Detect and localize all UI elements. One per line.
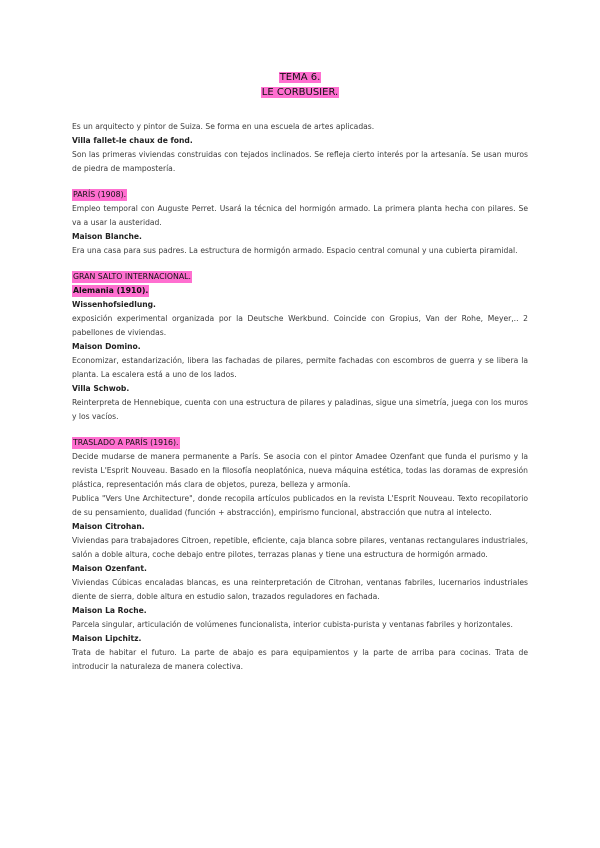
heading-maison-citrohan: Maison Citrohan. [72, 522, 145, 531]
maison-lipchitz-text: Trata de habitar el futuro. La parte de abajo es para equipamientos y la parte de arriba para cocinas. Trata de introducir la naturaleza de manera colectiva. [72, 648, 528, 671]
heading-maison-la-roche: Maison La Roche. [72, 606, 147, 615]
maison-blanche-text: Era una casa para sus padres. La estructura de hormigón armado. Espacio central comunal y una cubierta piramidal. [72, 246, 518, 255]
villa-fallet-text: Son las primeras viviendas construidas con tejados inclinados. Se refleja cierto interés por la artesanía. Se usan muros de piedra de mampostería. [72, 150, 528, 173]
paris-1908-text: Empleo temporal con Auguste Perret. Usará la técnica del hormigón armado. La primera planta hecha con pilares. Se va a usar la austeridad. [72, 204, 528, 227]
section-gran-salto: GRAN SALTO INTERNACIONAL. [73, 272, 191, 281]
heading-villa-schwob: Villa Schwob. [72, 384, 130, 393]
document-title [72, 70, 528, 100]
section-paris-1908: PARÍS (1908). [73, 190, 127, 199]
title-line-1: TEMA 6. [279, 72, 321, 83]
title-line-2: LE CORBUSIER. [261, 87, 339, 98]
heading-villa-fallet: Villa fallet-le chaux de fond. [72, 136, 193, 145]
maison-ozenfant-text: Viviendas Cúbicas encaladas blancas, es una reinterpretación de Citrohan, ventanas fabriles, lucernarios industriales diente de sierra, doble altura en estudio salon, trazados reguladores en fachada. [72, 578, 528, 601]
heading-wissenhof: Wissenhofsiedlung. [72, 300, 156, 309]
section-traslado-paris: TRASLADO A PARÍS (1916). [73, 438, 179, 447]
maison-la-roche-text: Parcela singular, articulación de volúmenes funcionalista, interior cubista-purista y ventanas fabriles y horizontales. [72, 620, 513, 629]
traslado-text-1: Decide mudarse de manera permanente a París. Se asocia con el pintor Amadee Ozenfant que funda el purismo y la revista L'Esprit Nouveau. Basado en la filosofía neoplatónica, nueva máquina estética, todas las doramas de expresión plástica, representación más clara de objetos, pureza, belleza y armonía. [72, 452, 528, 489]
traslado-text-2: Publica "Vers Une Architecture", donde recopila artículos publicados en la revista L'Esprit Nouveau. Texto recopilatorio de su pensamiento, dualidad (función + abstracción), empirismo funcional, abstracción que nutra al intelecto. [72, 494, 528, 517]
heading-maison-blanche: Maison Blanche. [72, 232, 142, 241]
villa-schwob-text: Reinterpreta de Hennebique, cuenta con una estructura de pilares y paladinas, sigue una simetría, juega con los muros y los vacíos. [72, 398, 528, 421]
document-page [72, 70, 528, 674]
subsection-alemania: Alemania (1910). [73, 286, 149, 295]
wissenhof-text: exposición experimental organizada por la Deutsche Werkbund. Coincide con Gropius, Van der Rohe, Meyer,.. 2 pabellones de viviendas. [72, 314, 528, 337]
maison-citrohan-text: Viviendas para trabajadores Citroen, repetible, eficiente, caja blanca sobre pilares, ventanas rectangulares industriales, salón a doble altura, coche debajo entre pilotes, terrazas planas y tiene una estructura de hormigón armado. [72, 536, 528, 559]
heading-maison-ozenfant: Maison Ozenfant. [72, 564, 147, 573]
heading-maison-lipchitz: Maison Lipchitz. [72, 634, 142, 643]
heading-maison-domino: Maison Domino. [72, 342, 141, 351]
intro-paragraph: Es un arquitecto y pintor de Suiza. Se forma en una escuela de artes aplicadas. [72, 122, 375, 131]
maison-domino-text: Economizar, estandarización, libera las fachadas de pilares, permite fachadas con escombros de guerra y se libera la planta. La escalera está a uno de los lados. [72, 356, 528, 379]
